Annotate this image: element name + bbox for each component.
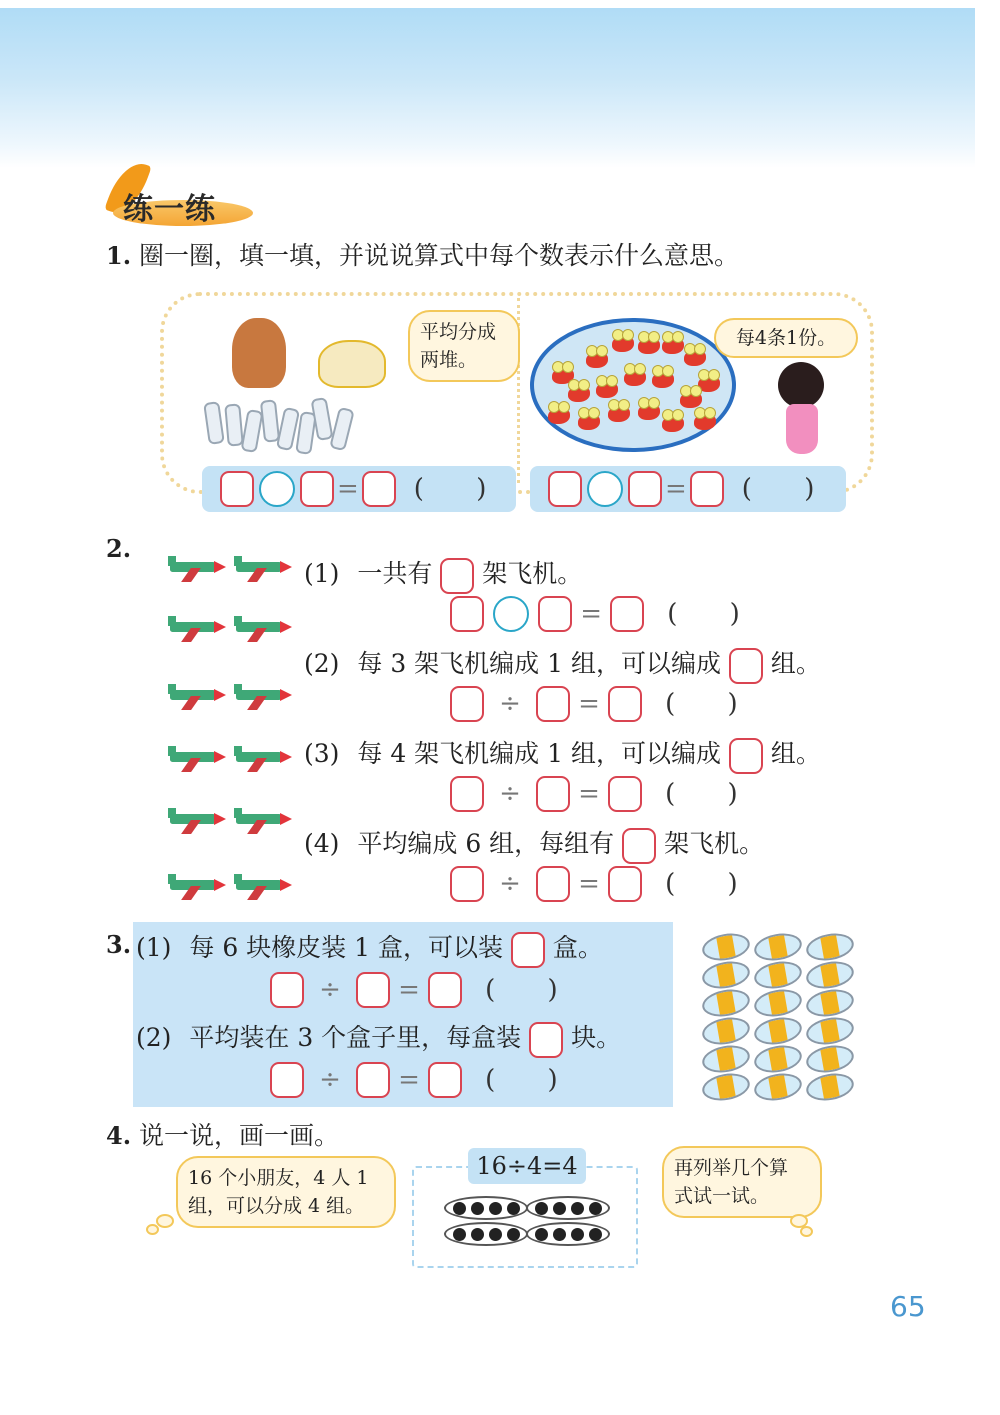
answer-box[interactable]: [622, 828, 656, 864]
bone-icon: [310, 397, 333, 441]
airplane-icon: [166, 874, 224, 896]
unit-parentheses[interactable]: ( ): [665, 779, 760, 809]
answer-box[interactable]: [450, 776, 484, 812]
equals-sign: =: [578, 779, 600, 809]
eraser-icon: [804, 1014, 856, 1048]
airplane-icon: [232, 808, 290, 830]
eraser-icon: [752, 986, 804, 1020]
airplane-icon: [232, 874, 290, 896]
speech-line: 两堆。: [420, 349, 478, 371]
answer-box[interactable]: [362, 471, 396, 507]
q2-item-2: [304, 644, 821, 684]
goldfish-icon: [694, 414, 716, 430]
header-band: [0, 8, 975, 168]
q3-number: 3.: [106, 930, 132, 959]
item-label: (2): [304, 649, 340, 678]
goldfish-icon: [638, 404, 660, 420]
speech-line: 平均分成: [420, 321, 497, 343]
unit-parentheses[interactable]: ( ): [741, 474, 837, 504]
answer-box[interactable]: [220, 471, 254, 507]
dot-group: [526, 1222, 610, 1246]
item-text: 架飞机。: [664, 829, 765, 858]
eraser-icon: [700, 930, 752, 964]
q4-left-thought-bubble: [176, 1156, 396, 1228]
airplane-icon: [166, 746, 224, 768]
operator-circle[interactable]: [493, 596, 529, 632]
item-text: 平均编成 6 组，每组有: [357, 829, 615, 858]
planes-group: [166, 556, 296, 896]
answer-box[interactable]: [536, 776, 570, 812]
eraser-icon: [752, 1042, 804, 1076]
unit-parentheses[interactable]: ( ): [485, 1065, 580, 1095]
item-text: 组。: [770, 649, 821, 678]
airplane-icon: [232, 556, 290, 578]
bubble-line: 再列举几个算: [674, 1157, 789, 1179]
item-label: (1): [304, 559, 340, 588]
dot-group: [444, 1196, 528, 1220]
item-label: (3): [304, 739, 340, 768]
equals-sign: =: [578, 869, 600, 899]
eraser-icon: [804, 958, 856, 992]
unit-parentheses[interactable]: ( ): [485, 975, 580, 1005]
item-text: 盒。: [552, 933, 603, 962]
airplane-icon: [166, 808, 224, 830]
airplane-icon: [232, 746, 290, 768]
page-number: 65: [890, 1290, 926, 1323]
goldfish-icon: [652, 372, 674, 388]
answer-box[interactable]: [450, 686, 484, 722]
eraser-icon: [804, 986, 856, 1020]
item-text: 架飞机。: [482, 559, 583, 588]
eraser-icon: [700, 1042, 752, 1076]
heading-title: 练一练: [123, 192, 216, 227]
unit-parentheses[interactable]: ( ): [665, 689, 760, 719]
answer-box[interactable]: [536, 686, 570, 722]
eraser-icon: [700, 1014, 752, 1048]
equals-sign: =: [665, 474, 687, 504]
thought-dot: [156, 1214, 174, 1228]
bone-icon: [203, 401, 225, 445]
bubble-line: 式试一试。: [674, 1185, 770, 1207]
bone-icon: [224, 403, 244, 446]
eraser-icon: [752, 958, 804, 992]
answer-box[interactable]: [511, 932, 545, 968]
q2-item-3: [304, 734, 821, 774]
q1-number: 1.: [106, 241, 132, 270]
q1-instruction: [106, 236, 739, 272]
bone-icon: [240, 409, 263, 453]
item-text: 块。: [571, 1023, 622, 1052]
goldfish-icon: [586, 352, 608, 368]
airplane-icon: [166, 684, 224, 706]
operator-circle[interactable]: [587, 471, 623, 507]
q1-left-equation: [202, 466, 516, 512]
answer-box[interactable]: [628, 471, 662, 507]
goldfish-icon: [684, 350, 706, 366]
airplane-icon: [232, 684, 290, 706]
girl-illustration-body: [786, 404, 818, 454]
brown-dog-illustration: [232, 318, 286, 388]
thought-dot: [800, 1226, 813, 1237]
bubble-line: 16 个小朋友，4 人 1: [188, 1167, 369, 1189]
eraser-icon: [804, 1070, 856, 1104]
divide-sign: ÷: [499, 869, 521, 899]
q2-item-2-equation: [450, 686, 760, 722]
divide-sign: ÷: [319, 975, 341, 1005]
bones-group: [200, 398, 360, 448]
eraser-icon: [752, 930, 804, 964]
equals-sign: =: [337, 474, 359, 504]
answer-box[interactable]: [538, 596, 572, 632]
speech-line: 每4条1份。: [735, 327, 837, 349]
item-text: 每 4 架飞机编成 1 组，可以编成: [357, 739, 721, 768]
answer-box[interactable]: [270, 1062, 304, 1098]
item-label: (2): [136, 1023, 172, 1052]
q3-item-1: [136, 928, 603, 968]
item-label: (4): [304, 829, 340, 858]
q4-text: 说一说，画一画。: [139, 1121, 340, 1150]
q2-item-1: [304, 554, 582, 594]
thought-dot: [146, 1224, 159, 1235]
eraser-icon: [700, 958, 752, 992]
eraser-icon: [804, 930, 856, 964]
answer-box[interactable]: [729, 738, 763, 774]
dot-group: [526, 1196, 610, 1220]
answer-box[interactable]: [729, 648, 763, 684]
section-heading: [105, 160, 265, 230]
q3-item-2-equation: [270, 1062, 580, 1098]
goldfish-icon: [548, 408, 570, 424]
equals-sign: =: [398, 975, 420, 1005]
answer-box[interactable]: [356, 972, 390, 1008]
answer-box[interactable]: [428, 1062, 462, 1098]
q3-item-1-equation: [270, 972, 580, 1008]
girl-illustration-head: [778, 362, 824, 408]
q1-right-speech-bubble: [714, 318, 858, 358]
q2-item-4-equation: [450, 866, 760, 902]
item-label: (1): [136, 933, 172, 962]
erasers-group: [700, 934, 860, 1114]
q2-item-3-equation: [450, 776, 760, 812]
answer-box[interactable]: [548, 471, 582, 507]
airplane-icon: [166, 556, 224, 578]
answer-box[interactable]: [608, 686, 642, 722]
answer-box[interactable]: [536, 866, 570, 902]
unit-parentheses[interactable]: ( ): [413, 474, 509, 504]
goldfish-icon: [662, 416, 684, 432]
bone-icon: [329, 407, 355, 452]
divide-sign: ÷: [499, 689, 521, 719]
divide-sign: ÷: [499, 779, 521, 809]
eraser-icon: [700, 986, 752, 1020]
eraser-icon: [804, 1042, 856, 1076]
answer-box[interactable]: [690, 471, 724, 507]
q4-instruction: [106, 1116, 339, 1152]
goldfish-icon: [638, 338, 660, 354]
item-text: 每 3 架飞机编成 1 组，可以编成: [357, 649, 721, 678]
equals-sign: =: [398, 1065, 420, 1095]
divide-sign: ÷: [319, 1065, 341, 1095]
q1-text: 圈一圈，填一填，并说说算式中每个数表示什么意思。: [139, 241, 740, 270]
fish-pond: [530, 318, 736, 452]
goldfish-icon: [680, 392, 702, 408]
answer-box[interactable]: [450, 866, 484, 902]
operator-circle[interactable]: [259, 471, 295, 507]
q4-example-equation: 16÷4=4: [468, 1148, 586, 1184]
item-text: 平均装在 3 个盒子里，每盒装: [189, 1023, 522, 1052]
q1-left-speech-bubble: [408, 310, 520, 382]
answer-box[interactable]: [428, 972, 462, 1008]
goldfish-icon: [568, 386, 590, 402]
unit-parentheses[interactable]: ( ): [667, 599, 762, 629]
yellow-dog-illustration: [318, 340, 386, 388]
q4-number: 4.: [106, 1121, 132, 1150]
eraser-icon: [700, 1070, 752, 1104]
answer-box[interactable]: [610, 596, 644, 632]
q2-item-1-equation: [450, 596, 762, 632]
q2-number: 2.: [106, 534, 132, 563]
goldfish-icon: [662, 338, 684, 354]
goldfish-icon: [596, 382, 618, 398]
airplane-icon: [232, 616, 290, 638]
answer-box[interactable]: [300, 471, 334, 507]
eraser-icon: [752, 1014, 804, 1048]
answer-box[interactable]: [440, 558, 474, 594]
q2-item-4: [304, 824, 764, 864]
answer-box[interactable]: [529, 1022, 563, 1058]
item-text: 一共有: [357, 559, 433, 588]
bubble-line: 组，可以分成 4 组。: [188, 1195, 365, 1217]
item-text: 每 6 块橡皮装 1 盒，可以装: [189, 933, 503, 962]
q4-right-thought-bubble: [662, 1146, 822, 1218]
goldfish-icon: [624, 370, 646, 386]
answer-box[interactable]: [450, 596, 484, 632]
equals-sign: =: [578, 689, 600, 719]
equals-sign: =: [580, 599, 603, 629]
unit-parentheses[interactable]: ( ): [665, 869, 760, 899]
q4-dot-groups: [444, 1196, 614, 1252]
item-text: 组。: [770, 739, 821, 768]
answer-box[interactable]: [608, 866, 642, 902]
goldfish-icon: [578, 414, 600, 430]
q1-right-equation: [530, 466, 846, 512]
answer-box[interactable]: [608, 776, 642, 812]
answer-box[interactable]: [356, 1062, 390, 1098]
answer-box[interactable]: [270, 972, 304, 1008]
airplane-icon: [166, 616, 224, 638]
eraser-icon: [752, 1070, 804, 1104]
goldfish-icon: [612, 336, 634, 352]
dot-group: [444, 1222, 528, 1246]
q3-item-2: [136, 1018, 621, 1058]
goldfish-icon: [608, 406, 630, 422]
